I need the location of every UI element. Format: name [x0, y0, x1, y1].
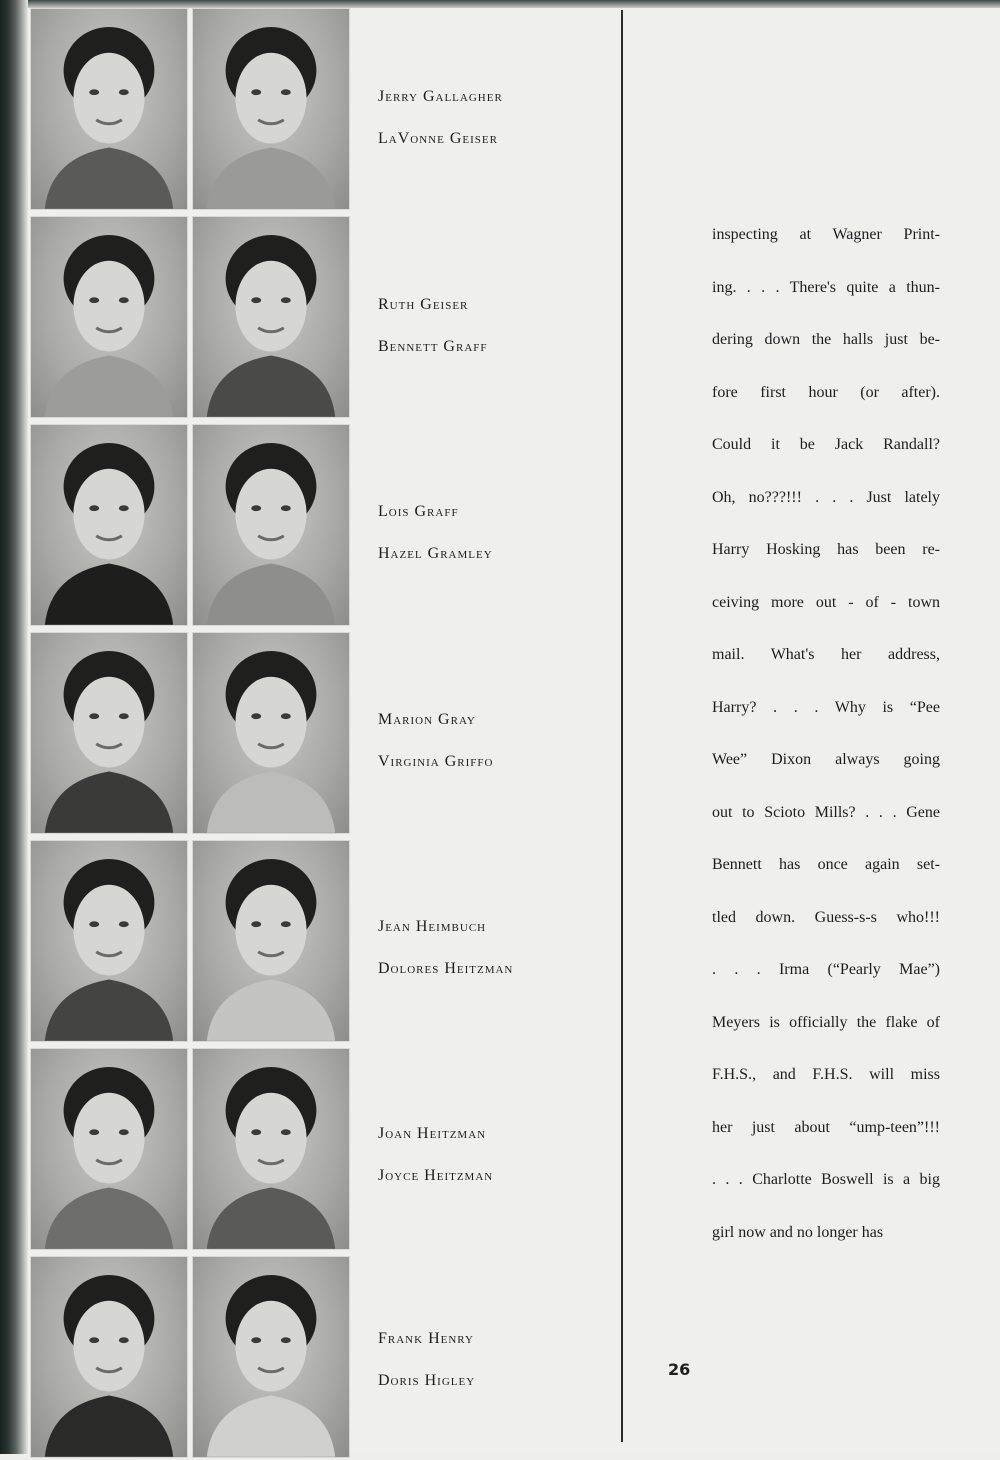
text-line: her just about “ump-teen”!!!: [712, 1118, 940, 1136]
student-portrait: [30, 1048, 188, 1250]
student-name: Bennett Graff: [378, 338, 488, 355]
student-portrait: [30, 424, 188, 626]
student-name: Dolores Heitzman: [378, 960, 514, 977]
student-name: Jerry Gallagher: [378, 88, 503, 105]
page-number: 26: [668, 1360, 691, 1379]
text-line: fore first hour (or after).: [712, 383, 940, 401]
text-line: out to Scioto Mills? . . . Gene: [712, 803, 940, 821]
text-line: Oh, no???!!! . . . Just lately: [712, 488, 940, 506]
student-name: Frank Henry: [378, 1330, 474, 1347]
student-name: Ruth Geiser: [378, 296, 469, 313]
text-line: tled down. Guess-s-s who!!!: [712, 908, 940, 926]
student-portrait: [192, 632, 350, 834]
student-portrait: [192, 1256, 350, 1458]
text-line: . . . Charlotte Boswell is a big: [712, 1171, 940, 1188]
portrait-row: [30, 1256, 354, 1460]
portrait-row: [30, 1048, 354, 1252]
text-line: Harry Hosking has been re-: [712, 541, 940, 558]
student-portrait: [30, 840, 188, 1042]
student-portrait: [30, 632, 188, 834]
student-name: Doris Higley: [378, 1372, 476, 1389]
column-divider: [621, 10, 623, 1442]
portrait-grid: [30, 8, 354, 1444]
student-name: Joyce Heitzman: [378, 1167, 494, 1184]
text-line: dering down the halls just be-: [712, 331, 940, 348]
student-portrait: [192, 840, 350, 1042]
portrait-row: [30, 840, 354, 1044]
text-line: mail. What's her address,: [712, 646, 940, 663]
student-name-list: [378, 0, 618, 1454]
student-portrait: [30, 8, 188, 210]
text-line: F.H.S., and F.H.S. will miss: [712, 1066, 940, 1083]
student-name: Hazel Gramley: [378, 545, 493, 562]
text-line: ceiving more out - of - town: [712, 593, 940, 611]
portrait-row: [30, 8, 354, 212]
text-line: ing. . . . There's quite a thun-: [712, 278, 940, 296]
portrait-row: [30, 216, 354, 420]
portrait-row: [30, 632, 354, 836]
student-name: Jean Heimbuch: [378, 918, 487, 935]
portrait-row: [30, 424, 354, 628]
student-portrait: [192, 216, 350, 418]
student-name: Joan Heitzman: [378, 1125, 487, 1142]
student-name: Marion Gray: [378, 711, 476, 728]
student-portrait: [192, 8, 350, 210]
gossip-column: [712, 216, 940, 1266]
student-portrait: [192, 424, 350, 626]
text-line: Wee” Dixon always going: [712, 751, 940, 768]
text-line: Meyers is officially the flake of: [712, 1013, 940, 1031]
student-portrait: [192, 1048, 350, 1250]
student-name: LaVonne Geiser: [378, 130, 498, 147]
student-portrait: [30, 216, 188, 418]
student-portrait: [30, 1256, 188, 1458]
student-name: Lois Graff: [378, 503, 459, 520]
text-line: Harry? . . . Why is “Pee: [712, 698, 940, 716]
student-name: Virginia Griffo: [378, 753, 494, 770]
text-line: inspecting at Wagner Print-: [712, 226, 940, 243]
page-binding: [0, 0, 28, 1454]
text-line: Could it be Jack Randall?: [712, 436, 940, 453]
text-line: girl now and no longer has: [712, 1223, 884, 1241]
text-line: Bennett has once again set-: [712, 856, 940, 873]
text-line: . . . Irma (“Pearly Mae”): [712, 961, 940, 978]
